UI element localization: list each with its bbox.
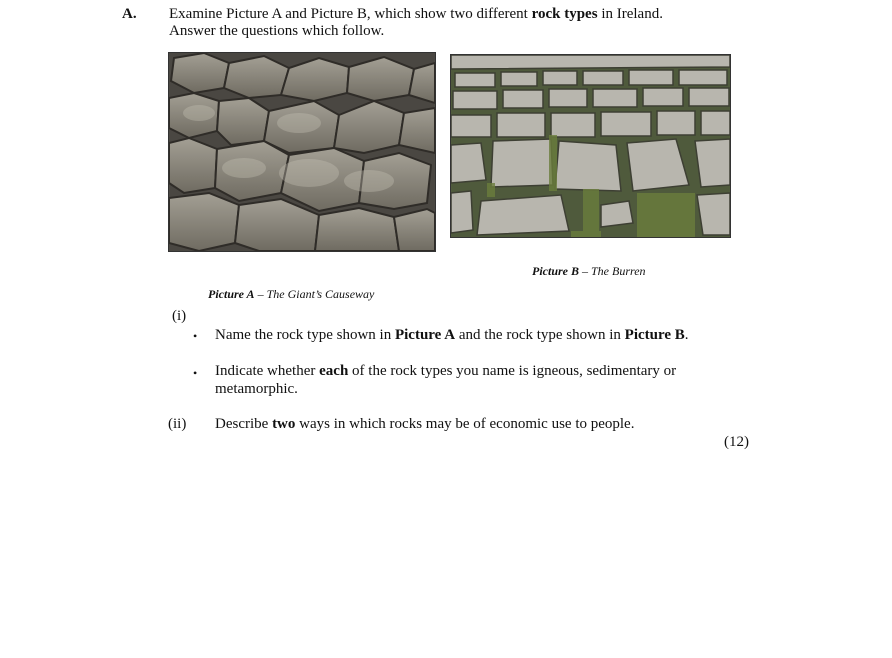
part-i-bullet-2 (215, 362, 735, 398)
bullet-2-bold-each: each (319, 363, 349, 379)
marks: (12) (724, 434, 749, 450)
picture-b-caption (532, 264, 646, 279)
bullet-2-text-1: Indicate whether (215, 363, 320, 379)
picture-b-image (450, 54, 731, 238)
bullet-1-bold-picture-b: Picture B (624, 327, 685, 343)
intro-bold-rock-types: rock types (531, 6, 598, 22)
bullet-2-icon: • (193, 366, 198, 380)
intro-text-1: Examine Picture A and Picture B, which show two different (169, 6, 532, 22)
picture-b-caption-text: – The Burren (579, 264, 646, 278)
part-ii-text-1: Describe (215, 416, 273, 432)
bullet-2-text-2: of the rock types you name is igneous, sedimentary or (348, 363, 677, 379)
intro-text-2: in Ireland. (597, 6, 663, 22)
intro-line-2: Answer the questions which follow. (169, 23, 385, 39)
bullet-1-text-3: . (684, 327, 689, 343)
bullet-1-text-2: and the rock type shown in (455, 327, 625, 343)
picture-b-label: Picture B (532, 264, 579, 278)
part-i-number: (i) (172, 308, 187, 324)
part-ii-text-2: ways in which rocks may be of economic use to people. (295, 416, 635, 432)
picture-a-image (168, 52, 436, 252)
picture-a-illustration (169, 53, 435, 251)
part-ii-bold-two: two (272, 416, 296, 432)
picture-a-caption-text: – The Giant’s Causeway (254, 287, 375, 301)
bullet-1-text-1: Name the rock type shown in (215, 327, 395, 343)
picture-b-illustration (451, 55, 730, 237)
part-i-bullet-1 (215, 326, 689, 344)
bullet-1-icon: • (193, 329, 198, 343)
question-letter: A. (122, 6, 137, 22)
picture-a-label: Picture A (208, 287, 255, 301)
question-intro (169, 6, 789, 40)
part-ii-number: (ii) (168, 416, 187, 432)
picture-a-caption (208, 287, 374, 302)
part-ii-text (215, 415, 634, 433)
bullet-1-bold-picture-a: Picture A (394, 327, 456, 343)
bullet-2-line-2: metamorphic. (215, 381, 298, 397)
